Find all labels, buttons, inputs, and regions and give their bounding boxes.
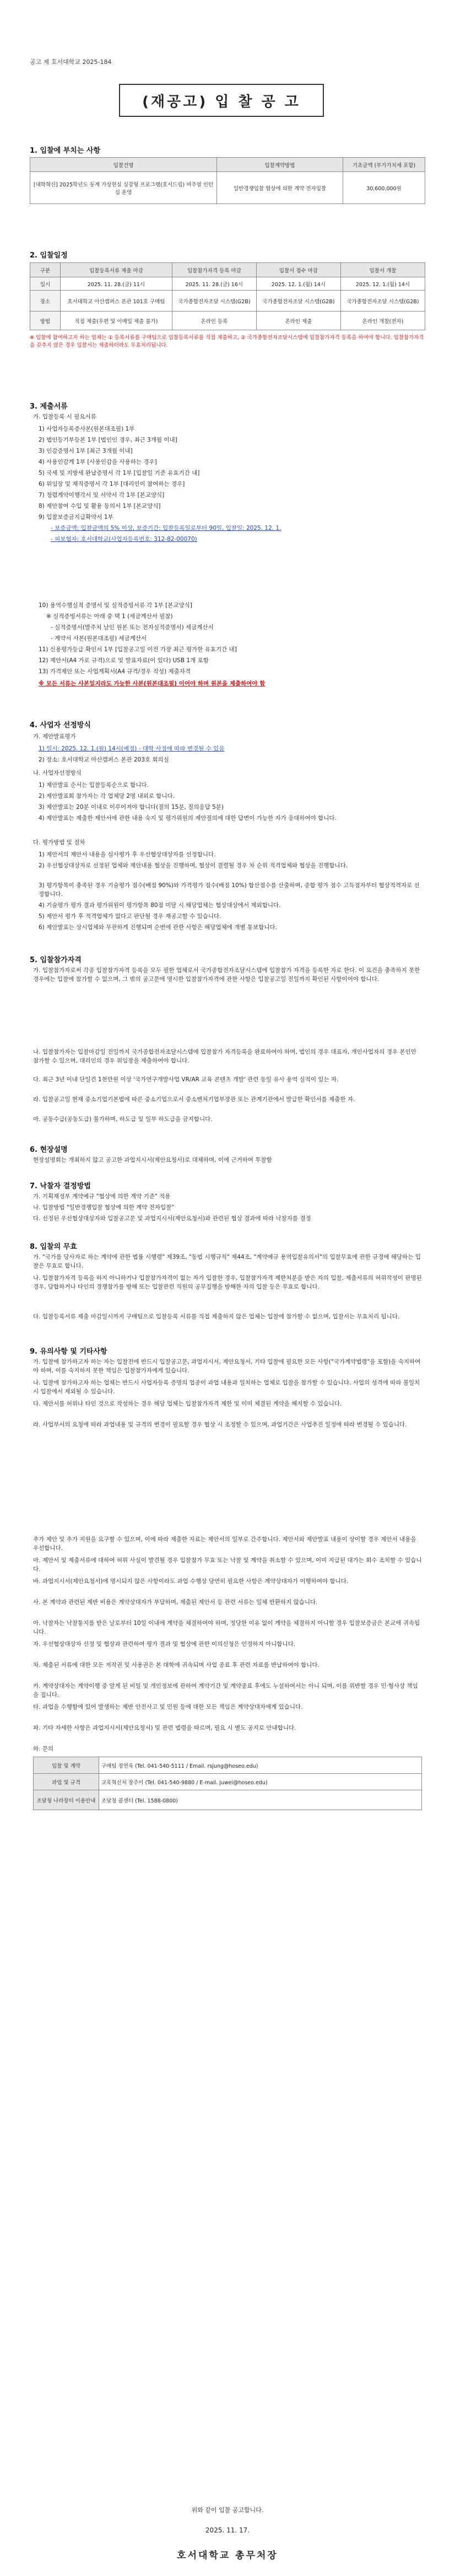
invalid-b: 나. 입찰참가자격 등록을 하지 아니하거나 입찰참가자격이 없는 자가 입찰한 경우, 입찰참가자격 제한처분을 받은 자의 입찰, 제출서류의 허위작성이 판명된 경우, 담합하거나 타인의 경쟁참가를 방해 또는 입찰관련 직원의 공무집행을 방해한 자의 입찰 등은 무효로 합니다. <box>33 1275 422 1290</box>
s4-sub-b: 나. 사업자선정방식 <box>33 770 82 776</box>
notice-date: 2025. 11. 17. <box>205 2526 250 2534</box>
doc-item: 7) 청렴계약이행각서 및 서약서 각 1부 [본교양식] <box>39 492 165 498</box>
row-label-method: 방법 <box>30 312 61 330</box>
doc-note-important <box>39 679 265 688</box>
eval-item: 3) 평가항목이 충족된 경우 기술평가 점수(배점 90%)와 가격평가 점수(배점 10%) 합산점수를 산출하며, 종합 평가 점수 고득점자부터 협상적격자로 선정합니다. <box>39 882 420 898</box>
cell-item-name: [대학혁신] 2025학년도 동계 가상현실 실감형 프로그램(호서드림) 비주얼 인턴십 운영 <box>30 172 217 204</box>
th-contract-method: 입찰계약방법 <box>217 158 343 172</box>
eval-item: 2) 우선협상대상자로 선정된 업체와 제안내용 협상을 진행하며, 협상이 결렬될 경우 차 순위 적격업체와 협상을 진행합니다. <box>39 862 348 869</box>
presentation-place: 2) 장소: 호서대학교 아산캠퍼스 본관 203호 회의실 <box>39 756 169 763</box>
doc-item: 11) 신용평가등급 확인서 1부 [입찰공고일 이전 가장 최근 평가한 유효기간 내] <box>39 646 237 653</box>
notice-item: 나. 입찰에 참가하고자 하는 업체는 반드시 사업자등록 증명의 업종이 과업 내용과 일치하는 업체로 입찰을 참가할 수 있습니다. 사업의 성격에 따라 불일치 시 입찰에서 제외될 수 있습니다. <box>33 1380 420 1395</box>
invalid-a: 가. "국가를 당사자로 하는 계약에 관한 법률 시행령" 제39조, "동법 시행규칙" 제44조, "계약예규 용역입찰유의서"의 입찰무효에 관한 규정에 해당하는 입찰은 무효로 합니다. <box>33 1254 421 1269</box>
award-item: 나. 입찰방법 "일반경쟁입찰 협상에 의한 계약 전자입찰" <box>33 1204 175 1211</box>
th-registration-deadline: 입찰참가자격 등록 마감 <box>172 263 256 277</box>
notice-item: 차. 제출된 서류에 대한 모든 저작권 및 사용권은 본 대학에 귀속되며 사업 종료 후 관련 자료를 반납하여야 합니다. <box>33 1662 319 1668</box>
row-label-place: 장소 <box>30 291 61 312</box>
selection-item: 3) 제안발표는 20분 이내로 이루어져야 합니다(질의 15분, 질의응답 5분) <box>39 804 224 811</box>
cell-date-1: 2025. 11. 28.(금) 11시 <box>61 277 172 291</box>
schedule-table <box>30 262 425 330</box>
contact-table <box>33 1757 422 1810</box>
s4-sub-c: 다. 평가방법 및 절차 <box>33 839 85 846</box>
s3-sub-heading: 가. 입찰등록 시 필요서류 <box>33 414 96 420</box>
notice-number: 공고 제 호서대학교 2025-184 <box>30 58 112 66</box>
th-item-name: 입찰건명 <box>30 158 217 172</box>
cell-contract-method: 일반경쟁입찰 협상에 의한 계약 전자입찰 <box>217 172 343 204</box>
eval-item: 6) 제안발표는 상시업체와 무관하게 진행되며 순번에 관한 사항은 해당업체에 개별 통보합니다. <box>39 924 277 931</box>
presentation-datetime <box>39 744 224 753</box>
qualification-e: 마. 공동수급(공동도급) 불가하며, 하도급 및 일부 하도급을 금지합니다. <box>33 1116 213 1123</box>
notice-item: 라. 사업부서의 요청에 따라 과업내용 및 규격의 변경이 필요할 경우 협상 시 조정할 수 있으며, 과업기간은 사업추진 일정에 따라 변경될 수 있습니다. <box>33 1421 407 1428</box>
schedule-warning: ※ 입찰에 참여하고자 하는 업체는 ① 등록서류를 구매팀으로 입찰등록서류를 직접 제출하고, ② 국가종합전자조달시스템에 입찰참가자격 등록을 하여야 합니다. 입찰참가자격을 갖추지 않은 경우 입찰서는 제출하더라도 무효처리됩니다. <box>30 335 424 348</box>
doc-item: 10) 용역수행실적 증명서 및 실적증빙서류 각 1부 [본교양식] <box>39 602 192 609</box>
notice-item: 아. 낙찰자는 낙찰통지를 받은 날로부터 10일 이내에 계약을 체결하여야 하며, 정당한 이유 없이 계약을 체결하지 아니할 경우 입찰보증금은 본교에 귀속됩니다. <box>33 1620 420 1635</box>
site-briefing-text: 현장설명회는 개최하지 않고 공고한 과업지시서(제안요청서)로 대체하며, 이에 근거하여 투찰함 <box>33 1157 272 1163</box>
cell-method-4: 온라인 개찰(전자) <box>340 312 425 330</box>
bond-insured-text: - 피보험자: 호서대학교(사업자등록번호: 312-82-00070) <box>51 536 197 543</box>
presentation-datetime-text: 1) 일시: 2025. 12. 1.(월) 14시(예정) - 대학 사정에 따라 변경될 수 있음 <box>39 745 225 752</box>
doc-item: 2) 법인등기부등본 1부 [법인인 경우, 최근 3개월 이내] <box>39 437 177 443</box>
notice-item: 마. 제안서 및 제출서류에 대하여 허위 사실이 발견될 경우 입찰참가 무효 또는 낙찰 및 계약을 취소할 수 있으며, 이미 지급된 대가는 회수 조치할 수 있습니다. <box>33 1557 422 1573</box>
qualification-d: 라. 입찰공고일 현재 중소기업기본법에 따른 중소기업으로서 중소벤처기업부장관 또는 관계기관에서 발급한 확인서를 제출한 자. <box>33 1096 355 1103</box>
contact-value: 교육혁신처 장주이 (Tel. 041-540-9880 / E-mail. juwei@hoseo.edu) <box>99 1774 422 1790</box>
cell-place-3: 국가종합전자조달 시스템(G2B) <box>256 291 340 312</box>
th-docs-deadline: 입찰등록서류 제출 마감 <box>61 263 172 277</box>
section-6-heading: 6. 현장설명 <box>30 1146 68 1154</box>
th-bid-deadline: 입찰서 접수 마감 <box>256 263 340 277</box>
doc-item: 12) 제안서(A4 가로 규격)으로 및 발표자료(이 있다) USB 1개 포함 <box>39 657 209 664</box>
section-1-heading: 1. 입찰에 부치는 사항 <box>30 147 101 155</box>
notice-item: 다. 제안서를 허위나 타인 것으로 작성하는 경우 해당 업체는 입찰참가자격 제한 및 이미 체결된 계약을 해지할 수 있습니다. <box>33 1400 342 1407</box>
bond-condition-text: - 보증금액: 입찰금액의 5% 이상, 보증기간: 입찰등록일로부터 90일, 입찰일: 2025. 12. 1. <box>51 525 281 532</box>
s4-sub-a: 가. 제안발표평가 <box>33 733 76 740</box>
selection-item: 4) 제안발표는 제출한 제안서에 관한 내용 숙지 및 평가위원의 제안질의에 대한 답변이 가능한 자가 응대하여야 합니다. <box>39 815 337 822</box>
contact-value: 구매팀 정연욱 (Tel. 041-540-5111 / Email. rsjung@hoseo.edu) <box>99 1757 422 1774</box>
cell-date-3: 2025. 12. 1.(월) 14시 <box>256 277 340 291</box>
closing-statement: 위와 같이 입찰 공고합니다. <box>191 2507 264 2514</box>
section-8-heading: 8. 입찰의 무효 <box>30 1243 77 1251</box>
section-4-heading: 4. 사업자 선정방식 <box>30 721 91 729</box>
qualification-b: 나. 입찰참가자는 입찰마감일 전일까지 국가종합전자조달시스템에 입찰참가 자격등록을 완료하여야 하며, 법인의 경우 대표자, 개인사업자의 경우 본인만 참가할 수 있으며, 대리인의 경우 위임장을 제출하여야 합니다. <box>33 1049 416 1064</box>
doc-item: 5) 국세 및 지방세 완납증명서 각 1부 [입찰일 기준 유효기간 내] <box>39 470 200 476</box>
notice-item: 파. 기타 자세한 사항은 과업지시서(제안요청서) 및 관련 법령을 따르며, 필요 시 별도 공지로 안내합니다. <box>33 1725 296 1731</box>
doc-note: - 계약서 사본(원본대조필) 세금계산서 <box>51 635 147 642</box>
notice-paragraph: 추가 제안 및 추가 지원을 요구할 수 있으며, 이에 따라 제출한 자료는 제안서의 일부로 간주합니다. 제안서와 제안발표 내용이 상이할 경우 제안서 내용을 우선합니다. <box>33 1536 416 1552</box>
eval-item: 1) 제안서의 제안서 내용을 심사평가 후 우선협상대상자를 선정합니다. <box>39 851 216 858</box>
cell-place-2: 국가종합전자조달 시스템(G2B) <box>172 291 256 312</box>
cell-place-1: 호서대학교 아산캠퍼스 본관 101호 구매팀 <box>61 291 172 312</box>
contact-label: 과업 및 규격 <box>34 1774 99 1790</box>
section-7-heading: 7. 낙찰자 결정방법 <box>30 1182 91 1190</box>
cell-date-2: 2025. 11. 28.(금) 16시 <box>172 277 256 291</box>
contact-value: 조달청 콜센터 (Tel. 1588-0800) <box>99 1790 422 1810</box>
section-5-heading: 5. 입찰참가자격 <box>30 956 82 964</box>
issuer-signature: 호서대학교 총무처장 <box>177 2550 278 2561</box>
cell-method-1: 직접 제출(우편 및 이메일 제출 불가) <box>61 312 172 330</box>
qualification-c: 다. 최근 3년 이내 단일건 1천만원 이상 '국가연구개발사업 VR/AR 교육 콘텐츠 개발' 관련 동일 유사 용역 실적이 있는 자. <box>33 1076 339 1083</box>
doc-item: 9) 입찰보증금지급확약서 1부 <box>39 514 113 520</box>
qualification-a: 가. 입찰참가자로써 각종 입찰참가자격 등록을 모두 필한 업체로서 국가종합전자조달시스템에 입찰참가 자격을 등록한 자로 한다. 이 요건을 충족하지 못한 경우에는 입찰에 참가할 수 없으며, 그 밖의 공고문에 명시한 입찰참가자격에 관한 사항은 입찰공고일 전일까지 확인된 사항이어야 합니다. <box>33 967 420 983</box>
cell-method-3: 온라인 제출 <box>256 312 340 330</box>
eval-item: 4) 기술평가 평가 결과 평가위원이 평가항목 80점 미달 시 해당업체는 협상대상에서 제외합니다. <box>39 902 281 909</box>
section-2-heading: 2. 입찰일정 <box>30 251 68 260</box>
doc-note-important-text: ※ 모든 서류는 사본일지라도 가능한 사본(원본대조필) 이어야 하며 원본을 제출하여야 함 <box>39 680 266 687</box>
selection-item: 1) 제안발표 순서는 입찰등록순으로 합니다. <box>39 782 149 788</box>
doc-item: 13) 가격제안 또는 사업계획서(A4 규격/경우 작성) 제출자격 <box>39 668 191 675</box>
doc-note: - 실적증명서(발주처 날인 원본 또는 전자실적증명서) 세금계산서 <box>51 624 214 631</box>
bond-condition <box>51 524 281 533</box>
cell-method-2: 온라인 등록 <box>172 312 256 330</box>
doc-item: 3) 인감증명서 1부 [최근 3개월 이내] <box>39 448 133 454</box>
th-opening: 입찰서 개찰 <box>340 263 425 277</box>
doc-item: 6) 위임장 및 재직증명서 각 1부 [대리인이 참여하는 경우] <box>39 481 185 487</box>
bid-item-table <box>30 157 425 204</box>
selection-item: 2) 제안발표회 참가자는 각 업체당 2명 내외로 합니다. <box>39 793 175 799</box>
award-item: 가. 기획재정부 계약예규 "협상에 의한 계약 기준" 적용 <box>33 1193 171 1200</box>
notice-item: 사. 본 계약과 관련된 제반 비용은 계약상대자가 부담하며, 제출된 제안서 등 관련 서류는 일체 반환하지 않습니다. <box>33 1599 318 1606</box>
notice-item: 자. 우선협상대상자 선정 및 협상과 관련하여 평가 결과 및 협상에 관한 이의신청은 인정하지 아니합니다. <box>33 1641 296 1647</box>
row-label-date: 일시 <box>30 277 61 291</box>
contact-label: 조달청 나라장터 이용안내 <box>34 1790 99 1810</box>
cell-base-price: 30,600,000원 <box>343 172 425 204</box>
doc-note: ※ 실적증빙서류는 아래 중 택 1 (세금계산서 필참) <box>46 613 173 620</box>
notice-item-contact: 하. 문의 <box>33 1746 54 1752</box>
contact-label: 입찰 및 계약 <box>34 1757 99 1774</box>
cell-place-4: 국가종합전자조달 시스템(G2B) <box>340 291 425 312</box>
notice-item: 가. 입찰에 참가하고자 하는 자는 입찰전에 반드시 입찰공고문, 과업지시서, 제안요청서, 기타 입찰에 필요한 모든 사항("국가계약법령"을 포함)을 숙지하여야 하며, 이를 숙지하지 못한 책임은 입찰참가자에게 있습니다. <box>33 1359 421 1374</box>
th-category: 구분 <box>30 263 61 277</box>
bond-insured <box>51 535 197 544</box>
th-base-price: 기초금액 (부가가치세 포함) <box>343 158 425 172</box>
page-title: (재공고) 입 찰 공 고 <box>119 84 324 117</box>
cell-date-4: 2025. 12. 1.(월) 14시 <box>340 277 425 291</box>
doc-item: 4) 사용인감계 1부 [사용인감을 사용하는 경우] <box>39 459 157 465</box>
notice-item: 바. 과업지시서(제안요청서)에 명시되지 않은 사항이라도 과업 수행상 당연히 필요한 사항은 계약상대자가 이행하여야 합니다. <box>33 1578 349 1585</box>
section-9-heading: 9. 유의사항 및 기타사항 <box>30 1348 107 1356</box>
eval-item: 5) 제안서 평가 후 적격업체가 없다고 판단될 경우 재공고할 수 있습니다. <box>39 913 221 920</box>
section-3-heading: 3. 제출서류 <box>30 402 68 411</box>
invalid-c: 다. 입찰등록서류 제출 마감일시까지 구매팀으로 입찰등록 서류를 직접 제출하지 않은 업체는 입찰에 참가할 수 없으며, 입찰서는 무효처리 됩니다. <box>33 1313 400 1320</box>
notice-item: 카. 계약상대자는 계약이행 중 알게 된 비밀 및 개인정보에 관하여 계약기간 및 계약종료 후에도 누설하여서는 아니 되며, 이를 위반할 경우 민·형사상 책임을 집니다. <box>33 1683 418 1698</box>
doc-item: 8) 제안참여 수입 및 활용 동의서 1부 [본교양식] <box>39 503 161 509</box>
notice-item: 타. 과업을 수행함에 있어 발생하는 제반 안전사고 및 민원 등에 대한 모든 책임은 계약상대자에게 있습니다. <box>33 1704 303 1710</box>
doc-item: 1) 사업자등록증사본(원본대조필) 1부 <box>39 426 135 432</box>
award-item: 다. 선정된 우선협상대상자와 입찰공고문 및 과업지시서(제안요청서)와 관련된 협상 결과에 따라 낙찰자를 결정 <box>33 1215 311 1222</box>
